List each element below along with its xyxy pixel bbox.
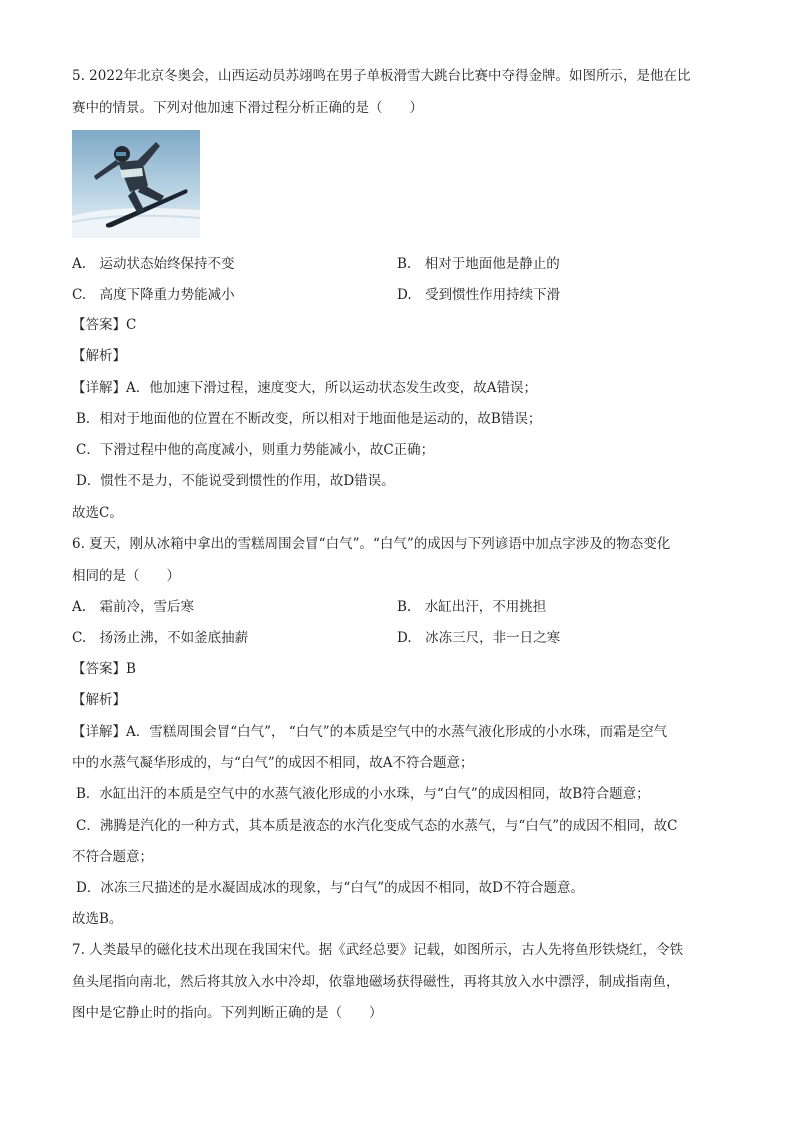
q6-option-a: A. 霜前冷，雪后寒 — [72, 599, 195, 615]
q5-detail-line: B．相对于地面他的位置在不断改变，所以相对于地面他是运动的，故B错误； — [76, 411, 542, 427]
q6-conclusion: 故选B。 — [72, 911, 123, 927]
q6-option-d: D. 冰冻三尺，非一日之寒 — [397, 630, 561, 646]
q6-detail-line: B．水缸出汗的本质是空气中的水蒸气液化形成的小水珠，与“白气”的成因相同，故B符合题意； — [76, 786, 650, 802]
q6-stem-line2: 相同的是（ ） — [72, 568, 180, 584]
q6-detail-line: 【详解】A．雪糕周围会冒“白气”， “白气”的本质是空气中的水蒸气液化形成的小水珠，而霜是空气 — [72, 724, 668, 740]
q5-stem-line2: 赛中的情景。下列对他加速下滑过程分析正确的是（ ） — [72, 100, 423, 116]
q5-detail-line: D．惯性不是力，不能说受到惯性的作用，故D错误。 — [76, 473, 395, 489]
q7-stem-line2: 鱼头尾指向南北，然后将其放入水中冷却，依靠地磁场获得磁性，再将其放入水中漂浮，制成指南鱼， — [72, 974, 680, 990]
q6-detail-line: 中的水蒸气凝华形成的，与“白气”的成因不相同，故A不符合题意； — [72, 755, 474, 771]
q6-analysis-label: 【解析】 — [72, 692, 126, 708]
q6-option-c: C. 扬汤止沸，不如釜底抽薪 — [72, 630, 249, 646]
q5-analysis-label: 【解析】 — [72, 348, 126, 364]
q6-stem-line1: 6. 夏天，刚从冰箱中拿出的雪糕周围会冒“白气”。“白气”的成因与下列谚语中加点字涉及的物态变化 — [72, 536, 671, 552]
snowboarder-photo — [72, 130, 200, 238]
q6-answer: 【答案】B — [72, 661, 136, 677]
q5-stem-line1: 5. 2022年北京冬奥会，山西运动员苏翊鸣在男子单板滑雪大跳台比赛中夺得金牌。如图所示，是他在比 — [72, 68, 691, 84]
q6-option-b: B. 水缸出汗，不用挑担 — [397, 599, 547, 615]
q7-stem-line1: 7. 人类最早的磁化技术出现在我国宋代。据《武经总要》记载，如图所示，古人先将鱼形铁烧红，令铁 — [72, 942, 684, 958]
q6-detail-line: D．冰冻三尺描述的是水凝固成冰的现象，与“白气”的成因不相同，故D不符合题意。 — [76, 880, 584, 896]
q6-detail-line: C．沸腾是汽化的一种方式，其本质是液态的水汽化变成气态的水蒸气，与“白气”的成因不相同，故C — [76, 818, 678, 834]
q5-option-d: D. 受到惯性作用持续下滑 — [397, 287, 561, 303]
q6-detail-line: 不符合题意； — [72, 849, 153, 865]
q5-detail-line: C．下滑过程中他的高度减小，则重力势能减小，故C正确； — [76, 442, 435, 458]
q7-stem-line3: 图中是它静止时的指向。下列判断正确的是（ ） — [72, 1005, 383, 1021]
q5-option-a: A. 运动状态始终保持不变 — [72, 256, 235, 272]
q5-option-c: C. 高度下降重力势能减小 — [72, 287, 235, 303]
q5-option-b: B. 相对于地面他是静止的 — [397, 256, 560, 272]
q5-answer: 【答案】C — [72, 317, 137, 333]
q5-conclusion: 故选C。 — [72, 505, 123, 521]
q5-detail-line: 【详解】A．他加速下滑过程，速度变大，所以运动状态发生改变，故A错误； — [72, 380, 537, 396]
